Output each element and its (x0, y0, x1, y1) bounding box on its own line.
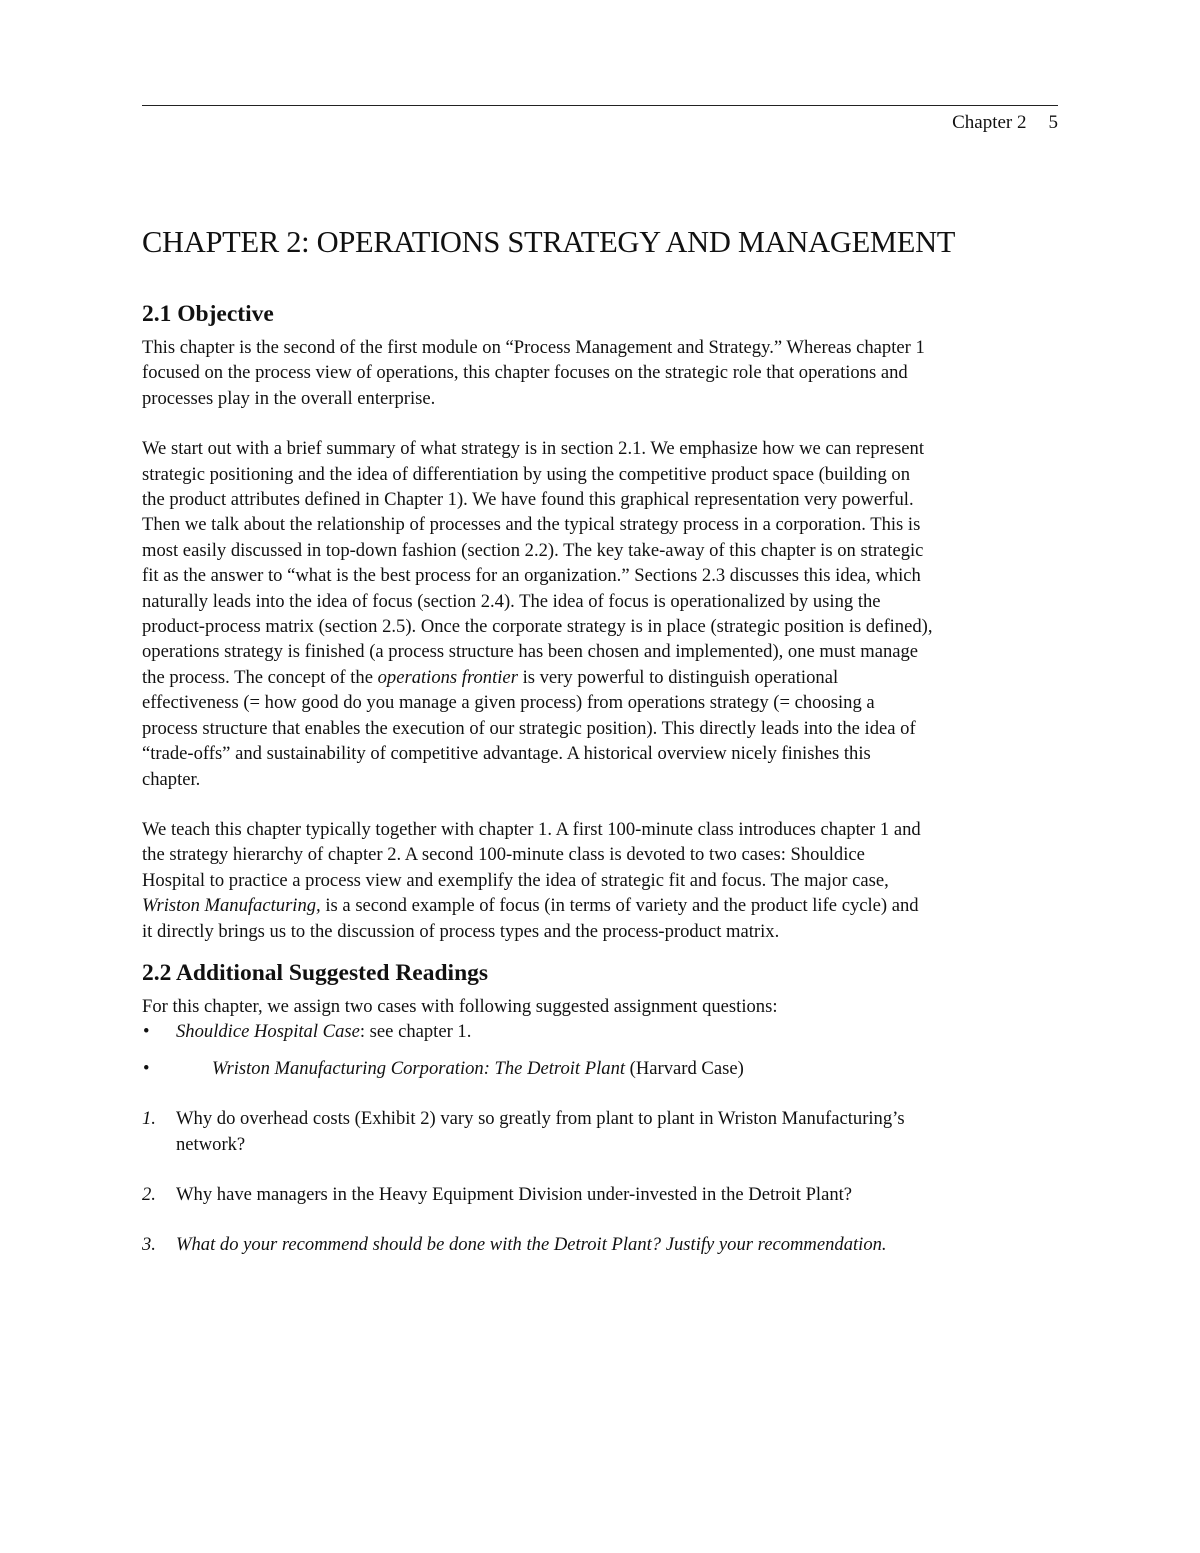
shouldice-case-name: Shouldice Hospital Case (176, 1021, 360, 1043)
objective-paragraph-1 (142, 335, 1062, 411)
text-line: Then we talk about the relationship of processes and the typical strategy process in a corporation. This is (142, 514, 921, 536)
text-line: processes play in the overall enterprise. (142, 387, 436, 409)
text-line: fit as the answer to “what is the best process for an organization.” Sections 2.3 discusses this idea, which (142, 565, 921, 587)
question-item (142, 1106, 1062, 1157)
text-line: network? (176, 1133, 246, 1155)
text-line (142, 893, 1062, 918)
text-line: We start out with a brief summary of what strategy is in section 2.1. We emphasize how we can represent (142, 438, 925, 460)
chapter-title: CHAPTER 2: OPERATIONS STRATEGY AND MANAGEMENT (142, 225, 956, 259)
objective-paragraph-2 (142, 436, 1062, 792)
text-line: Why do overhead costs (Exhibit 2) vary so greatly from plant to plant in Wriston Manufacturing’s (176, 1108, 905, 1130)
wriston-case-name: Wriston Manufacturing, (142, 895, 321, 917)
question-number: 1. (142, 1108, 156, 1130)
text-line: For this chapter, we assign two cases with following suggested assignment questions: (142, 995, 778, 1017)
text-line: effectiveness (= how good do you manage a given process) from operations strategy (= choosing a (142, 692, 875, 714)
text-fragment: (Harvard Case) (625, 1057, 744, 1079)
question-item (142, 1232, 1062, 1257)
question-item (142, 1182, 1062, 1207)
text-fragment: : see chapter 1. (359, 1021, 472, 1043)
bullet-icon: • (143, 1057, 150, 1079)
assignment-questions (142, 1106, 1062, 1258)
running-head-chapter: Chapter 2 (952, 112, 1027, 133)
bullet-icon: • (143, 1021, 150, 1043)
section-heading-readings: 2.2 Additional Suggested Readings (142, 959, 489, 986)
header-rule (142, 105, 1058, 106)
text-line: naturally leads into the idea of focus (section 2.4). The idea of focus is operationalized by using the (142, 590, 881, 612)
text-line: most easily discussed in top-down fashion (section 2.2). The key take-away of this chapter is on strategic (142, 539, 924, 561)
text-line: it directly brings us to the discussion of process types and the process-product matrix. (142, 920, 780, 942)
page-number: 5 (1048, 112, 1058, 133)
text-line: We teach this chapter typically together with chapter 1. A first 100-minute class introduces chapter 1 and (142, 818, 921, 840)
objective-paragraph-3 (142, 817, 1062, 944)
operations-frontier-term: operations frontier (377, 666, 518, 688)
text-line: the strategy hierarchy of chapter 2. A second 100-minute class is devoted to two cases: Shouldice (142, 844, 865, 866)
text-line: focused on the process view of operations, this chapter focuses on the strategic role that operations and (142, 362, 908, 384)
text-fragment: is very powerful to distinguish operational (517, 666, 839, 688)
text-line: Hospital to practice a process view and exemplify the idea of strategic fit and focus. The major case, (142, 869, 889, 891)
text-line: the product attributes defined in Chapter 1). We have found this graphical representation very powerful. (142, 489, 914, 511)
text-fragment: the process. The concept of the (142, 666, 378, 688)
readings-intro (142, 994, 1062, 1019)
section-heading-objective: 2.1 Objective (142, 301, 274, 327)
text-line: This chapter is the second of the first module on “Process Management and Strategy.” Whereas chapter 1 (142, 337, 925, 358)
text-line: Why have managers in the Heavy Equipment Division under-invested in the Detroit Plant? (176, 1183, 853, 1205)
text-line (142, 665, 1062, 690)
text-line: “trade-offs” and sustainability of competitive advantage. A historical overview nicely finishes this (142, 743, 871, 765)
text-line: process structure that enables the execution of our strategic position). This directly leads into the idea of (142, 717, 916, 739)
text-line: What do your recommend should be done with the Detroit Plant? Justify your recommendation. (176, 1234, 887, 1256)
list-item (142, 1056, 1062, 1081)
text-line: operations strategy is finished (a process structure has been chosen and implemented), one must manage (142, 641, 919, 663)
wriston-case-title: Wriston Manufacturing Corporation: The Detroit Plant (212, 1057, 626, 1079)
case-list (142, 1019, 1062, 1081)
text-line: chapter. (142, 768, 201, 790)
text-fragment: is a second example of focus (in terms of variety and the product life cycle) and (320, 895, 919, 917)
question-number: 2. (142, 1183, 156, 1205)
page-content (142, 222, 1062, 1258)
text-line: product-process matrix (section 2.5). Once the corporate strategy is in place (strategic position is defined), (142, 616, 933, 638)
text-line: strategic positioning and the idea of differentiation by using the competitive product space (building on (142, 463, 911, 485)
question-number: 3. (142, 1234, 156, 1256)
list-item (142, 1019, 1062, 1044)
running-head (952, 112, 1058, 134)
